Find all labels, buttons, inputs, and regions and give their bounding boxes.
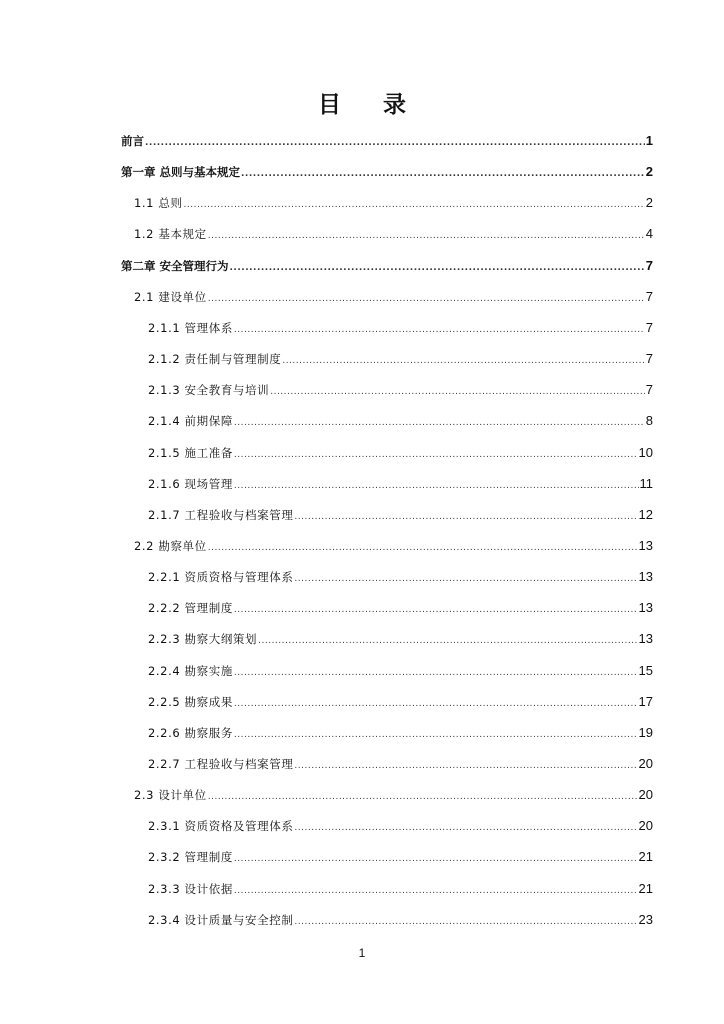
toc-entry-label: 2.2 勘察单位 [134,538,207,553]
toc-entry[interactable] [148,381,653,399]
toc-leader-dots [258,632,637,650]
toc-leader-dots [184,196,645,214]
toc-entry-page: 20 [638,756,653,771]
toc-entry-page: 2 [645,195,653,211]
toc-entry-page: 13 [638,631,653,647]
toc-leader-dots [294,570,637,588]
toc-leader-dots [234,664,638,682]
toc-leader-dots [234,601,638,619]
toc-leader-dots [145,134,645,152]
toc-entry-label: 2.2.1 资质资格与管理体系 [148,570,294,585]
toc-entry[interactable] [134,786,653,804]
toc-leader-dots [234,321,645,339]
toc-entry[interactable] [148,662,653,680]
toc-entry-page: 23 [638,911,653,927]
toc-entry[interactable] [148,880,653,898]
toc-entry[interactable] [148,412,653,430]
toc-entry-label: 2.1.2 责任制与管理制度 [148,352,282,367]
toc-title-part2: 录 [383,92,406,118]
toc-entry-label: 2.3.4 设计质量与安全控制 [148,912,294,927]
toc-entry-label: 2.2.2 管理制度 [148,601,233,616]
toc-entry-label: 2.2.7 工程验收与档案管理 [148,757,294,771]
toc-entry[interactable] [121,163,653,181]
toc-entry[interactable] [148,444,653,462]
toc-entry-page: 13 [638,600,653,616]
toc-entry[interactable] [121,132,653,150]
toc-leader-dots [234,414,645,432]
toc-entry[interactable] [148,817,653,835]
toc-leader-dots [208,539,638,557]
toc-leader-dots [208,227,645,245]
toc-entry-page: 13 [638,569,653,585]
toc-entry-label: 2.2.5 勘察成果 [148,694,233,709]
toc-entry-label: 2.3.3 设计依据 [148,881,233,896]
toc-entry-page: 7 [645,382,653,398]
toc-leader-dots [234,726,638,744]
toc-entry-page: 4 [645,226,653,242]
toc-entry[interactable] [148,350,653,368]
toc-entry-page: 7 [645,288,653,304]
toc-entry-label: 2.2.3 勘察大纲策划 [148,632,258,647]
toc-entry-label: 2.3.1 资质资格及管理体系 [148,819,294,834]
toc-entry[interactable] [148,911,653,929]
toc-entry-page: 8 [645,413,653,429]
toc-entry[interactable] [134,194,653,212]
toc-entry-label: 2.1.7 工程验收与档案管理 [148,507,294,522]
toc-leader-dots [294,913,637,931]
toc-entry-page: 15 [638,662,653,678]
toc-entry[interactable] [148,724,653,742]
toc-entry[interactable] [134,288,653,306]
toc-entry[interactable] [148,630,653,648]
toc-entry[interactable] [148,568,653,586]
toc-entry[interactable] [148,319,653,337]
toc-entry-label: 前言 [121,134,144,148]
toc-entry[interactable] [134,537,653,555]
toc-title-part1: 目 [318,92,341,118]
page-number: 1 [358,946,366,960]
toc-leader-dots [230,259,645,277]
toc-entry-label: 2.1.3 安全教育与培训 [148,383,270,398]
toc-entry-label: 2.3 设计单位 [134,788,207,803]
toc-leader-dots [234,882,638,900]
toc-entry-page: 7 [645,257,653,273]
toc-entry-label: 2.1.5 施工准备 [148,445,233,460]
toc-leader-dots [294,508,637,526]
toc-entry-label: 1.2 基本规定 [134,227,207,242]
toc-leader-dots [234,446,638,464]
toc-entry-page: 7 [645,319,653,335]
toc-leader-dots [270,383,645,401]
toc-entry-label: 2.1.1 管理体系 [148,320,233,335]
toc-entry-label: 1.1 总则 [134,196,183,211]
toc-entry-page: 17 [638,693,653,709]
toc-entry-label: 第一章 总则与基本规定 [121,165,241,180]
toc-entry[interactable] [148,506,653,524]
toc-entry-page: 2 [645,164,653,180]
toc-entry[interactable] [134,225,653,243]
toc-entry-label: 2.1.4 前期保障 [148,414,233,429]
toc-entry-label: 2.1.6 现场管理 [148,476,233,491]
toc-entry-page: 13 [638,537,653,553]
toc-entry-page: 7 [645,351,653,367]
toc-leader-dots [208,788,638,806]
toc-entry-page: 20 [638,818,653,834]
toc-entry[interactable] [148,475,653,493]
toc-entry-label: 第二章 安全管理行为 [121,258,229,273]
toc-leader-dots [282,352,644,370]
toc-entry-page: 10 [638,444,653,460]
toc-leader-dots [294,757,637,775]
toc-entry-page: 12 [638,506,653,522]
toc-entry[interactable] [148,755,653,773]
toc-leader-dots [234,850,638,868]
toc-leader-dots [294,819,637,837]
toc-entry-page: 19 [638,724,653,740]
toc-entry[interactable] [148,848,653,866]
toc-entry[interactable] [148,599,653,617]
toc-entry-page: 20 [638,787,653,803]
toc-leader-dots [241,165,645,183]
toc-entry-label: 2.2.6 勘察服务 [148,725,233,740]
toc-entry-page: 11 [639,475,653,491]
toc-entry-page: 21 [638,849,653,865]
toc-entry[interactable] [148,693,653,711]
toc-entry-label: 2.1 建设单位 [134,289,207,304]
toc-leader-dots [208,290,645,308]
toc-entry[interactable] [121,257,653,275]
toc-entry-label: 2.3.2 管理制度 [148,850,233,865]
toc-leader-dots [234,695,638,713]
toc-leader-dots [234,477,639,495]
toc-entry-label: 2.2.4 勘察实施 [148,663,233,678]
toc-entry-page: 21 [638,880,653,896]
toc-entry-page: 1 [645,133,653,148]
